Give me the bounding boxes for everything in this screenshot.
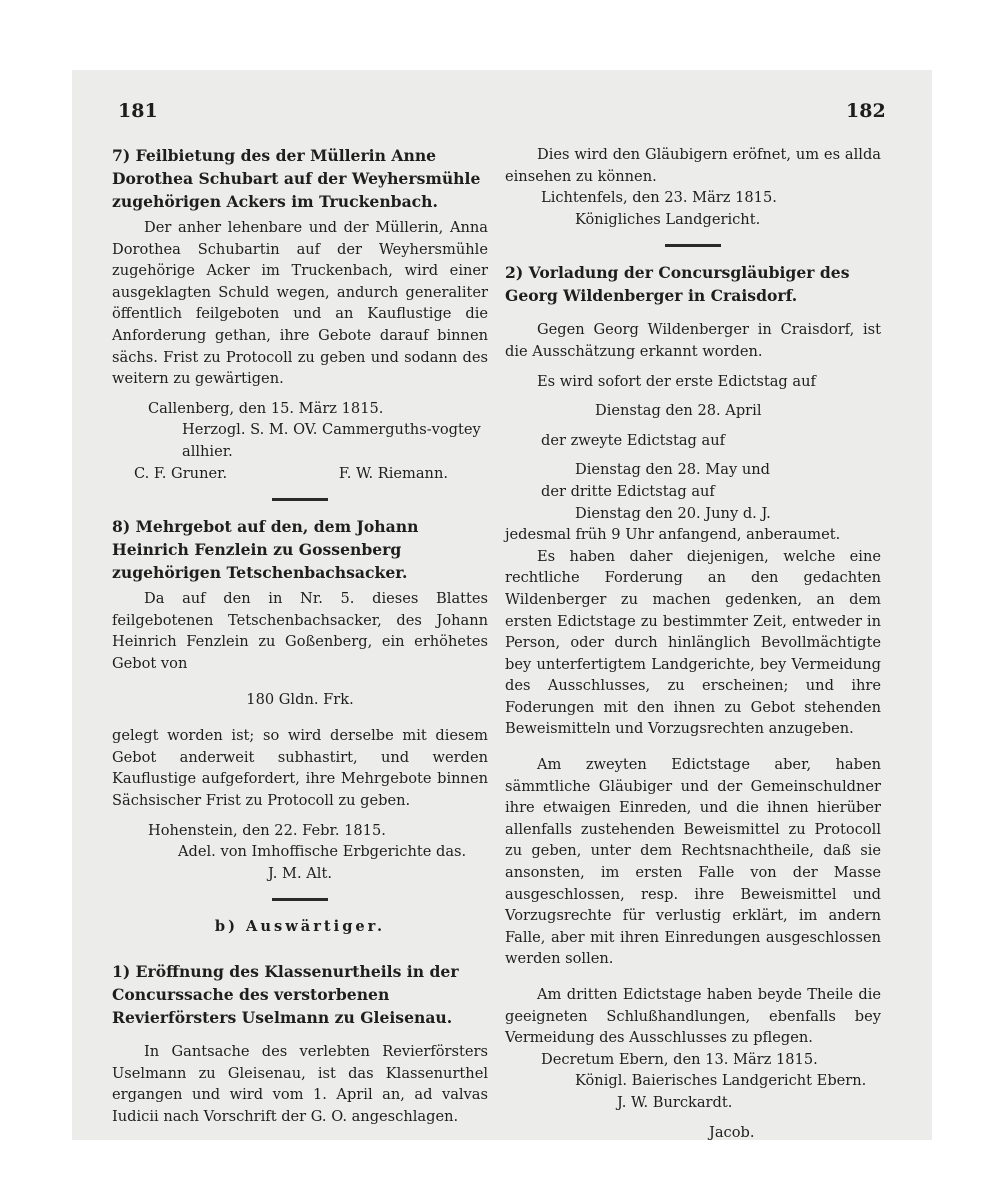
notice-b1-heading: 1) Eröffnung des Klassenurtheils in der Concurssache des verstorbenen Revierförsters Uselmann zu Gleisenau. <box>112 962 459 1028</box>
notice-b2-intro: Gegen Georg Wildenberger in Craisdorf, ist die Ausschätzung erkannt worden. <box>505 321 881 360</box>
notice-b2-heading: 2) Vorladung der Concursgläubiger des Georg Wildenberger in Craisdorf. <box>505 263 850 306</box>
notice-b2-signature-2: Jacob. <box>709 1123 755 1141</box>
notice-b1-continuation: Dies wird den Gläubigern eröfnet, um es allda einsehen zu können. <box>505 146 881 185</box>
notice-b1-place-date: Lichtenfels, den 23. März 1815. <box>541 189 777 207</box>
notice-8-body-1: Da auf den in Nr. 5. dieses Blattes feilgebotenen Tetschenbachsacker, des Johann Heinrich Fenzlein zu Goßenberg, ein erhöhetes Gebot von <box>112 590 488 672</box>
edict-line-2: der zweyte Edictstag auf <box>541 431 726 449</box>
notice-8-heading: 8) Mehrgebot auf den, dem Johann Heinrich Fenzlein zu Gossenberg zugehörigen Tetschenbachsacker. <box>112 517 419 583</box>
section-divider <box>272 898 328 901</box>
section-divider <box>665 244 721 247</box>
edict-line-4: jedesmal früh 9 Uhr anfangend, anberaumet. <box>505 526 841 544</box>
page-number-left: 181 <box>118 100 158 122</box>
notice-8-amount: 180 Gldn. Frk. <box>246 691 354 709</box>
edict-date-2: Dienstag den 28. May und <box>575 461 770 479</box>
section-divider <box>272 498 328 501</box>
notice-7-heading: 7) Feilbietung des der Müllerin Anne Dorothea Schubart auf der Weyhersmühle zugehörigen Ackers im Truckenbach. <box>112 146 481 211</box>
edict-line-3: der dritte Edictstag auf <box>541 482 715 500</box>
notice-7-body: Der anher lehenbare und der Müllerin, Anna Dorothea Schubartin auf der Weyhersmühle zugehörige Acker im Truckenbach, wird einer ausgeklagten Schuld wegen, andurch generaliter öffentlich feilgeboten und an Kauflustige die Anforderung gethan, ihre Gebote darauf binnen sächs. Frist zu Protocoll zu geben und sodann des weitern zu gewärtigen. <box>112 219 488 388</box>
section-b-heading: b) Auswärtiger. <box>214 918 386 936</box>
notice-7-signature-left: C. F. Gruner. <box>134 464 228 482</box>
notice-8-signature: J. M. Alt. <box>268 864 332 882</box>
notice-b2-authority: Königl. Baierisches Landgericht Ebern. <box>575 1072 867 1090</box>
page-number-right: 182 <box>846 100 886 122</box>
notice-8-authority: Adel. von Imhoffische Erbgerichte das. <box>178 843 467 861</box>
notice-7-place-date: Callenberg, den 15. März 1815. <box>148 399 384 417</box>
notice-7-authority: Herzogl. S. M. OV. Cammerguths-vogtey allhier. <box>182 421 481 460</box>
notice-7-signatures <box>112 463 488 485</box>
left-column <box>112 144 488 1128</box>
notice-b2-signature: J. W. Burckardt. <box>617 1093 733 1111</box>
notice-7-signature-right: F. W. Riemann. <box>338 464 448 482</box>
notice-8-body-2: gelegt worden ist; so wird derselbe mit diesem Gebot anderweit subhastirt, und werden Kauflustige aufgefordert, ihre Mehrgebote binnen Sächsischer Frist zu Protocoll zu geben. <box>112 727 488 810</box>
notice-b2-paragraph-1: Es haben daher diejenigen, welche eine rechtliche Forderung an den gedachten Wildenberger zu machen gedenken, an dem ersten Edictstage zu bestimmter Zeit, entweder in Person, oder durch hinlänglich Bevollmächtigte bey unterfertigtem Landgerichte, bey Vermeidung des Ausschlusses, zu erscheinen; und ihre Foderungen mit den ihnen zu Gebot stehenden Beweismitteln und Vorzugsrechten anzugeben. <box>505 547 881 738</box>
edict-line-1: Es wird sofort der erste Edictstag auf <box>537 372 816 390</box>
right-column <box>505 144 881 1143</box>
edict-date-1: Dienstag den 28. April <box>595 402 762 420</box>
notice-b2-paragraph-2: Am zweyten Edictstage aber, haben sämmtliche Gläubiger und der Gemeinschuldner ihre etwaigen Einreden, und die ihnen hierüber allenfalls zustehenden Beweismittel zu Protocoll zu geben, unter dem Rechtsnachtheile, daß sie ansonsten, im ersten Falle von der Masse ausgeschlossen, resp. ihre Beweismittel und Vorzugsrechte für verlustig erklärt, im andern Falle, aber mit ihren Einredungen ausgeschlossen werden sollen. <box>505 756 881 968</box>
edict-date-3: Dienstag den 20. Juny d. J. <box>575 504 771 522</box>
notice-8-place-date: Hohenstein, den 22. Febr. 1815. <box>148 821 386 839</box>
notice-b2-paragraph-3: Am dritten Edictstage haben beyde Theile die geeigneten Schlußhandlungen, ebenfalls bey Vermeidung des Ausschlusses zu pflegen. <box>505 986 881 1047</box>
notice-b1-body: In Gantsache des verlebten Revierförsters Uselmann zu Gleisenau, ist das Klassenurthel ergangen und wird vom 1. April an, ad valvas Iudicii nach Vorschrift der G. O. angeschlagen. <box>112 1043 488 1125</box>
notice-b1-authority: Königliches Landgericht. <box>575 210 761 228</box>
notice-b2-place-date: Decretum Ebern, den 13. März 1815. <box>541 1050 818 1068</box>
